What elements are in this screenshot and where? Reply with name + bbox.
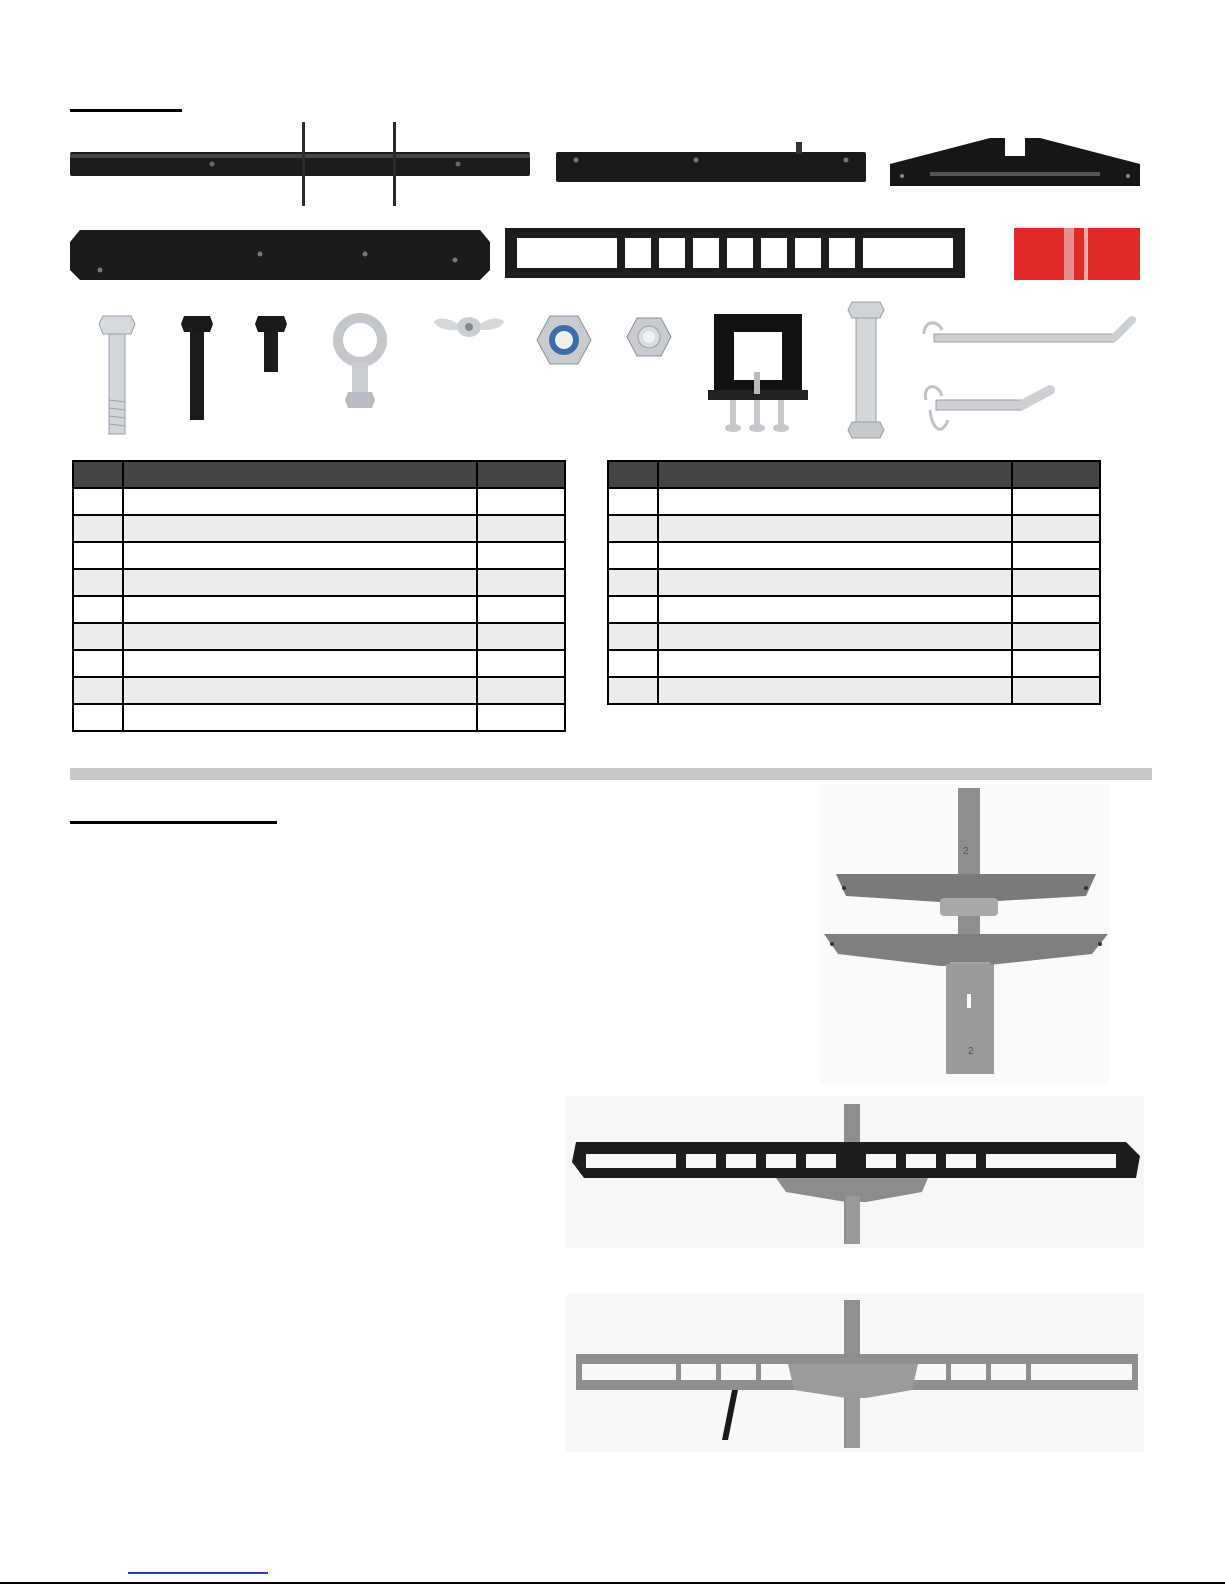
hitch-pin-bolt-image bbox=[846, 298, 886, 442]
cell-description bbox=[123, 623, 477, 650]
table-header-row bbox=[73, 461, 565, 488]
cell-qty bbox=[1012, 596, 1100, 623]
carrier-frame-image bbox=[505, 228, 965, 278]
parts-table-right bbox=[607, 460, 1101, 705]
cell-ref bbox=[73, 542, 123, 569]
table-row bbox=[608, 650, 1100, 677]
cell-qty bbox=[1012, 515, 1100, 542]
col-header-description bbox=[123, 461, 477, 488]
assembly-step-2-image bbox=[566, 1096, 1144, 1248]
cell-qty bbox=[477, 488, 565, 515]
col-header-qty bbox=[477, 461, 565, 488]
cell-ref bbox=[608, 596, 658, 623]
cell-description bbox=[123, 488, 477, 515]
table-row bbox=[73, 515, 565, 542]
short-black-bolt-image bbox=[254, 312, 288, 376]
cell-ref bbox=[608, 515, 658, 542]
cell-description bbox=[658, 488, 1012, 515]
eye-bolt-image bbox=[328, 312, 392, 408]
lock-nut-small-image bbox=[626, 316, 672, 358]
long-hitch-pin-image bbox=[920, 312, 1140, 356]
cell-description bbox=[123, 569, 477, 596]
col-header-ref bbox=[73, 461, 123, 488]
table-row bbox=[608, 569, 1100, 596]
cell-qty bbox=[1012, 569, 1100, 596]
table-row bbox=[608, 515, 1100, 542]
long-bolt-image bbox=[97, 312, 137, 442]
cell-qty bbox=[477, 596, 565, 623]
cell-qty bbox=[1012, 650, 1100, 677]
cell-qty bbox=[477, 677, 565, 704]
black-bolt-image bbox=[180, 312, 214, 422]
cell-qty bbox=[1012, 623, 1100, 650]
cell-description bbox=[658, 677, 1012, 704]
cell-description bbox=[658, 515, 1012, 542]
stem-label-bottom: 2 bbox=[968, 1046, 974, 1057]
cell-description bbox=[658, 542, 1012, 569]
table-row bbox=[73, 677, 565, 704]
table-row bbox=[608, 596, 1100, 623]
cell-qty bbox=[1012, 542, 1100, 569]
cell-description bbox=[658, 569, 1012, 596]
cell-description bbox=[123, 596, 477, 623]
footer-link[interactable] bbox=[128, 1572, 268, 1574]
parts-table-left bbox=[72, 460, 566, 732]
footer-rule bbox=[0, 1582, 1225, 1584]
cell-qty bbox=[477, 704, 565, 731]
cell-qty bbox=[1012, 488, 1100, 515]
cell-description bbox=[123, 542, 477, 569]
crossbar-tube-image bbox=[556, 142, 866, 182]
cell-qty bbox=[477, 515, 565, 542]
stem-label-top: 2 bbox=[963, 846, 969, 857]
cell-ref bbox=[73, 569, 123, 596]
table-row bbox=[608, 488, 1100, 515]
col-header-qty bbox=[1012, 461, 1100, 488]
table-header-row bbox=[608, 461, 1100, 488]
cell-ref bbox=[73, 488, 123, 515]
parts-heading bbox=[70, 82, 182, 108]
cell-qty bbox=[477, 650, 565, 677]
table-row bbox=[73, 704, 565, 731]
cell-ref bbox=[73, 515, 123, 542]
cell-ref bbox=[608, 569, 658, 596]
cell-qty bbox=[477, 623, 565, 650]
table-row bbox=[73, 623, 565, 650]
table-row bbox=[73, 542, 565, 569]
assembly-step-1-image bbox=[820, 784, 1110, 1084]
cell-description bbox=[658, 650, 1012, 677]
assembly-step-3-image bbox=[566, 1294, 1144, 1452]
cell-qty bbox=[477, 569, 565, 596]
cell-description bbox=[123, 515, 477, 542]
cell-ref bbox=[73, 623, 123, 650]
cell-ref bbox=[73, 704, 123, 731]
lock-nut-large-image bbox=[536, 314, 592, 366]
cell-ref bbox=[608, 623, 658, 650]
hitch-receiver-image bbox=[708, 312, 808, 436]
table-row bbox=[73, 596, 565, 623]
cell-ref bbox=[608, 488, 658, 515]
cell-ref bbox=[73, 596, 123, 623]
cell-ref bbox=[73, 677, 123, 704]
reflector-image bbox=[1014, 228, 1140, 280]
cell-description bbox=[658, 623, 1012, 650]
cell-ref bbox=[608, 677, 658, 704]
col-header-ref bbox=[608, 461, 658, 488]
table-row bbox=[608, 542, 1100, 569]
table-row bbox=[608, 677, 1100, 704]
cell-qty bbox=[477, 542, 565, 569]
cell-description bbox=[123, 704, 477, 731]
cell-description bbox=[658, 596, 1012, 623]
cell-qty bbox=[1012, 677, 1100, 704]
cell-description bbox=[123, 650, 477, 677]
wheel-channel-image bbox=[70, 226, 490, 280]
wing-nut-image bbox=[432, 312, 506, 342]
table-row bbox=[608, 623, 1100, 650]
assembly-heading bbox=[70, 794, 277, 820]
cell-ref bbox=[608, 650, 658, 677]
short-hitch-pin-image bbox=[920, 380, 1060, 440]
parts-heading-underline bbox=[70, 109, 182, 112]
cell-description bbox=[123, 677, 477, 704]
table-row bbox=[73, 650, 565, 677]
cell-ref bbox=[73, 650, 123, 677]
table-row bbox=[73, 569, 565, 596]
section-separator bbox=[70, 768, 1152, 780]
col-header-description bbox=[658, 461, 1012, 488]
mount-bracket-image bbox=[890, 134, 1140, 186]
table-row bbox=[73, 488, 565, 515]
assembly-heading-underline bbox=[70, 821, 277, 824]
main-tube-image bbox=[70, 122, 532, 184]
cell-ref bbox=[608, 542, 658, 569]
